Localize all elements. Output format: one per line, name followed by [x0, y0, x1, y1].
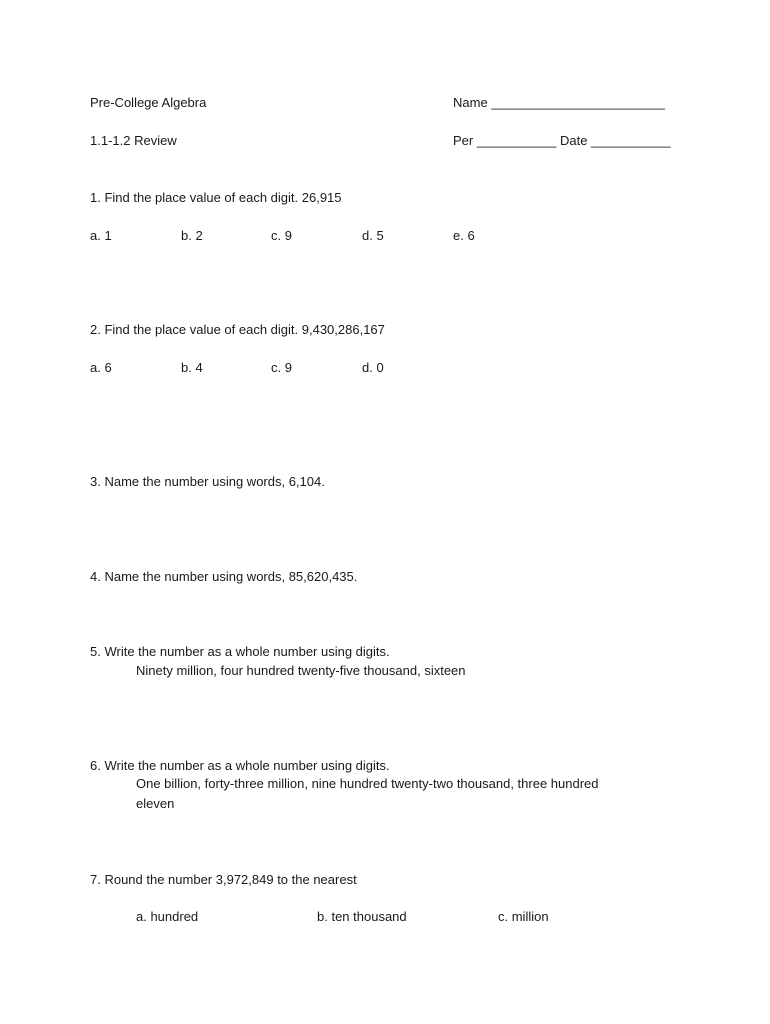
- name-field: Name ________________________: [453, 95, 665, 110]
- question-1-option-e: e. 6: [453, 228, 475, 243]
- question-2-option-d: d. 0: [362, 360, 384, 375]
- question-5-detail: Ninety million, four hundred twenty-five thousand, sixteen: [136, 663, 466, 678]
- question-4-prompt: 4. Name the number using words, 85,620,435.: [90, 569, 358, 584]
- question-1-option-d: d. 5: [362, 228, 384, 243]
- question-7-option-a: a. hundred: [136, 909, 199, 924]
- question-2-option-a: a. 6: [90, 360, 112, 375]
- question-2-prompt: 2. Find the place value of each digit. 9,430,286,167: [90, 322, 385, 337]
- question-6-prompt: 6. Write the number as a whole number using digits.: [90, 758, 390, 773]
- per-date-field: Per ___________ Date ___________: [453, 133, 671, 148]
- question-3-prompt: 3. Name the number using words, 6,104.: [90, 474, 325, 489]
- question-1-option-c: c. 9: [271, 228, 292, 243]
- question-2-option-b: b. 4: [181, 360, 203, 375]
- question-1-option-b: b. 2: [181, 228, 203, 243]
- unit-title: 1.1-1.2 Review: [90, 133, 177, 148]
- question-6-detail-line-2: eleven: [136, 796, 175, 811]
- question-1-option-a: a. 1: [90, 228, 112, 243]
- question-5-prompt: 5. Write the number as a whole number using digits.: [90, 644, 390, 659]
- question-7-option-c: c. million: [498, 909, 549, 924]
- course-title: Pre-College Algebra: [90, 95, 207, 110]
- question-7-option-b: b. ten thousand: [317, 909, 407, 924]
- question-7-prompt: 7. Round the number 3,972,849 to the nearest: [90, 872, 357, 887]
- question-1-prompt: 1. Find the place value of each digit. 26,915: [90, 190, 342, 205]
- question-6-detail-line-1: One billion, forty-three million, nine hundred twenty-two thousand, three hundred: [136, 776, 599, 791]
- question-2-option-c: c. 9: [271, 360, 292, 375]
